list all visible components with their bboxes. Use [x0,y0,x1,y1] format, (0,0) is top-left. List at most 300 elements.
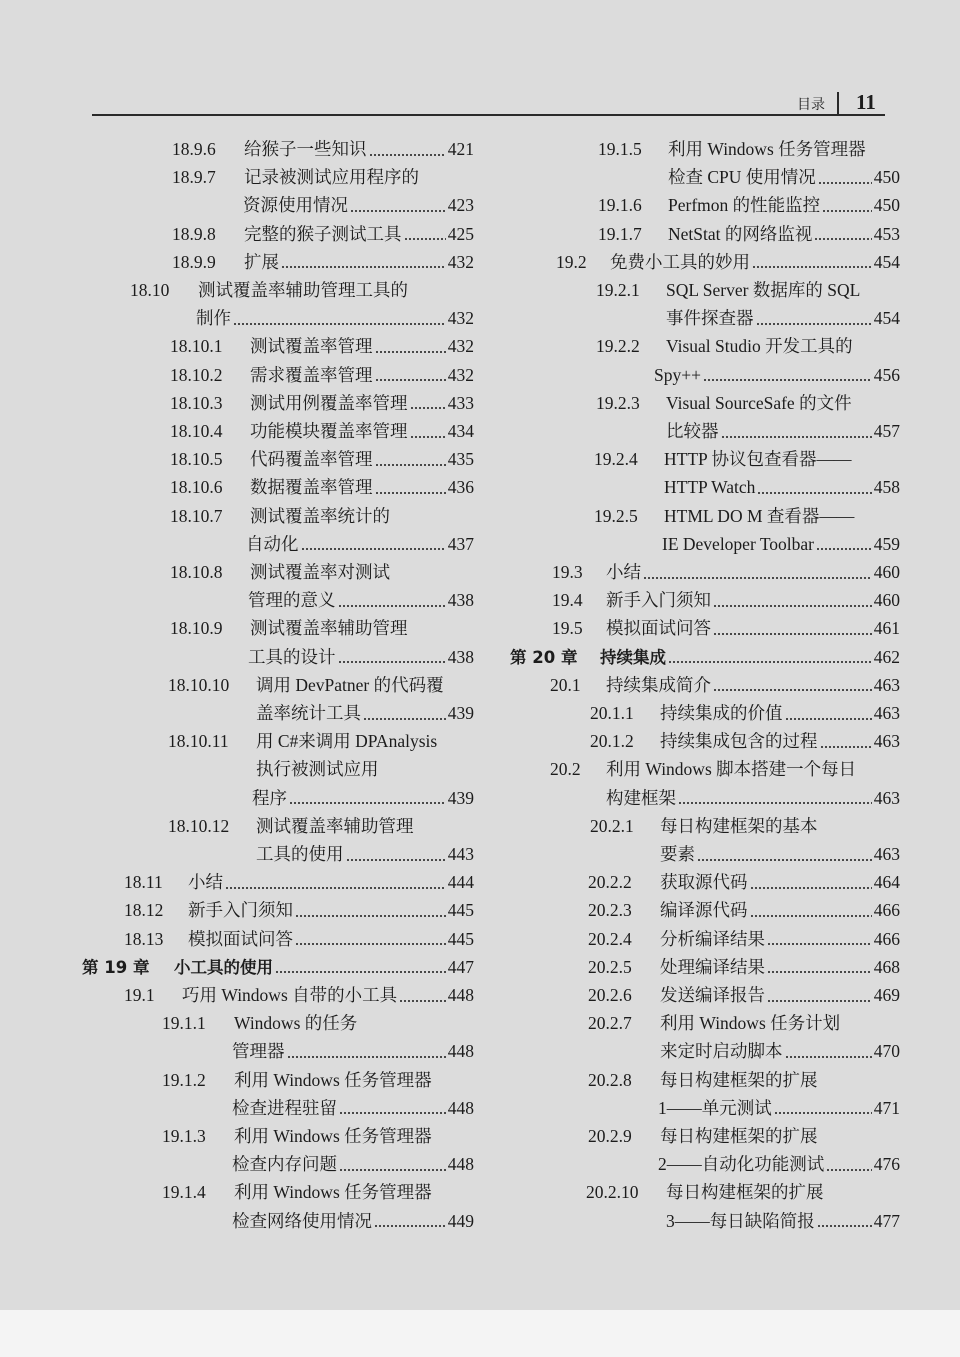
dot-leader [817,1225,872,1227]
dot-leader [346,859,446,861]
toc-section-number: 19.2.3 [596,392,640,413]
toc-section-number: 19.5 [552,618,583,639]
toc-section-title: 利用 Windows 任务计划 [660,1013,841,1034]
toc-page-number: 443 [447,844,474,864]
header-divider [837,92,839,114]
dot-leader [363,718,446,720]
toc-entry [664,474,900,501]
toc-entry [162,1010,474,1037]
toc-section-title: 小工具的使用 [174,957,273,977]
dot-leader [338,605,446,607]
dot-leader [767,943,872,945]
dot-leader [774,1112,872,1114]
toc-section-title: 利用 Windows 任务管理器 [234,1182,432,1203]
toc-entry [550,756,900,783]
toc-section-title: 利用 Windows 任务管理器 [668,139,866,159]
toc-page-number: 432 [447,336,474,357]
toc-entry [588,926,900,953]
toc-section-title: 检查 CPU 使用情况 [668,167,816,188]
toc-section-number: 20.1.2 [590,731,634,752]
toc-section-number: 19.1.2 [162,1069,206,1090]
toc-section-number: 18.9.6 [172,139,216,159]
toc-entry [170,362,474,389]
toc-page-number: 470 [873,1041,900,1062]
toc-entry [666,305,900,332]
dot-leader [756,323,872,325]
toc-section-title: 程序 [252,787,287,808]
toc-section-title: HTTP 协议包查看器—— [664,449,852,470]
toc-section-number: 20.1.1 [590,703,634,723]
dot-leader [369,154,446,156]
toc-entry [658,1095,900,1122]
dot-leader [818,182,872,184]
toc-section-title: 要素 [660,844,695,864]
dot-leader [275,971,446,973]
toc-section-title: 用 C#来调用 DPAnalysis [256,731,438,752]
toc-section-title: 资源使用情况 [243,195,348,216]
toc-section-title: 功能模块覆盖率管理 [250,421,408,441]
toc-page-number: 471 [873,1097,900,1118]
toc-page-number: 458 [873,477,900,498]
dot-leader [757,492,871,494]
toc-entry [256,841,474,868]
toc-section-number: 19.1.4 [162,1182,206,1203]
toc-section-title: 发送编译报告 [660,985,765,1005]
toc-section-title: 数据覆盖率管理 [250,477,373,498]
dot-leader [785,718,872,720]
toc-section-number: 19.1.7 [598,223,642,244]
toc-section-title: 检查网络使用情况 [232,1210,372,1231]
toc-section-title: 扩展 [244,251,279,272]
toc-section-title: 测试覆盖率辅助管理 [250,618,408,639]
toc-section-number: 20.2.7 [588,1013,632,1034]
toc-section-title: 获取源代码 [660,872,748,893]
toc-section-title: 新手入门须知 [188,900,293,921]
toc-entry [124,897,474,924]
toc-section-title: SQL Server 数据库的 SQL [666,280,861,300]
toc-entry [550,672,900,699]
dot-leader [404,238,446,240]
dot-leader [287,1056,446,1058]
toc-entry [606,785,900,812]
toc-section-title: 2——自动化功能测试 [658,1154,825,1175]
toc-page-number: 453 [873,223,900,244]
toc-entry [552,587,900,614]
toc-entry [596,390,900,417]
toc-entry [248,644,474,671]
toc-chapter-entry [82,954,474,981]
toc-entry [196,305,474,332]
toc-section-title: 处理编译结果 [660,956,765,977]
toc-section-number: 18.10.11 [168,731,229,752]
toc-page-number: 433 [447,392,474,413]
toc-page-number: 444 [447,872,474,893]
page-number: 11 [856,90,876,114]
toc-entry [162,1067,474,1094]
toc-section-number: 20.2.5 [588,956,632,977]
toc-section-number: 20.2.9 [588,1126,632,1146]
dot-leader [375,379,446,381]
toc-section-title: 制作 [196,308,231,329]
dot-leader [295,915,446,917]
dot-leader [643,577,872,579]
toc-entry [658,1151,900,1178]
dot-leader [410,436,446,438]
dot-leader [752,266,872,268]
toc-entry [162,1179,474,1206]
toc-page-number: 436 [447,477,474,498]
toc-section-title: 测试覆盖率统计的 [250,505,390,526]
toc-section-title: IE Developer Toolbar [662,533,815,554]
toc-section-title: 1——单元测试 [658,1097,772,1118]
toc-entry [168,672,474,699]
toc-page-number: 466 [873,928,900,949]
running-head-label: 目录 [797,98,825,113]
toc-section-number: 20.2.8 [588,1069,632,1090]
toc-section-number: 18.10.8 [170,562,223,582]
toc-entry [590,700,900,727]
toc-page-number: 448 [447,985,474,1005]
toc-page-number: 450 [873,195,900,216]
dot-leader [338,661,446,663]
toc-entry [586,1179,900,1206]
toc-entry [232,1208,474,1235]
toc-section-title: Visual Studio 开发工具的 [666,336,853,357]
dot-leader [375,351,446,353]
toc-page-number: 464 [873,872,900,893]
toc-page-number: 432 [447,308,474,329]
dot-leader [225,887,446,889]
toc-section-title: 测试覆盖率对测试 [250,562,390,582]
toc-page-number: 476 [873,1154,900,1175]
toc-section-number: 18.9.8 [172,223,216,244]
toc-section-title: 管理的意义 [248,590,336,611]
toc-entry [594,503,900,530]
toc-page-number: 463 [873,674,900,695]
dot-leader [713,633,872,635]
toc-entry [170,390,474,417]
toc-section-title: 利用 Windows 脚本搭建一个每日 [606,759,857,780]
dot-leader [721,436,872,438]
toc-entry [588,1010,900,1037]
toc-section-title: Perfmon 的性能监控 [668,195,821,216]
dot-leader [668,661,872,663]
toc-entry [598,192,900,219]
toc-entry [170,474,474,501]
toc-section-title: 来定时启动脚本 [660,1041,783,1062]
toc-section-number: 18.9.9 [172,251,216,272]
toc-page-number: 459 [873,533,900,554]
toc-page-number: 463 [873,787,900,808]
toc-page-number: 445 [447,900,474,921]
toc-section-number: 18.11 [124,872,163,893]
toc-section-number: 19.1 [124,985,155,1005]
toc-entry [170,559,474,586]
toc-entry [256,700,474,727]
toc-section-number: 18.9.7 [172,167,216,188]
toc-section-title: 构建框架 [606,787,676,808]
toc-entry [232,1151,474,1178]
toc-page-number: 463 [873,844,900,864]
toc-section-title: 给猴子一些知识 [244,139,367,159]
toc-entry [172,136,474,163]
dot-leader [375,492,446,494]
dot-leader [822,210,872,212]
toc-section-title: 分析编译结果 [660,928,765,949]
dot-leader [295,943,446,945]
toc-entry [556,249,900,276]
dot-leader [785,1056,872,1058]
toc-section-number: 19.1.1 [162,1013,206,1034]
toc-entry [552,615,900,642]
dot-leader [750,915,872,917]
toc-section-title: 持续集成 [600,647,666,667]
dot-leader [750,887,872,889]
toc-section-number: 19.1.6 [598,195,642,216]
toc-section-number: 19.2 [556,251,587,272]
toc-page-number: 432 [447,251,474,272]
toc-section-title: Windows 的任务 [234,1013,358,1034]
toc-section-number: 18.10.9 [170,618,223,639]
toc-entry [170,446,474,473]
dot-leader [289,802,446,804]
toc-section-number: 19.4 [552,590,583,611]
toc-entry [248,587,474,614]
toc-section-title: Spy++ [654,364,701,385]
toc-page-number: 421 [447,139,474,159]
dot-leader [826,1169,872,1171]
toc-section-number: 18.10.1 [170,336,223,357]
toc-section-title: 持续集成简介 [606,674,711,695]
toc-section-title: 代码覆盖率管理 [250,449,373,470]
toc-section-number: 18.10 [130,280,170,300]
toc-section-title: NetStat 的网络监视 [668,223,813,244]
toc-section-title: 新手入门须知 [606,590,711,611]
toc-section-title: 检查进程驻留 [232,1097,337,1118]
dot-leader [697,859,872,861]
toc-section-number: 18.10.3 [170,392,223,413]
toc-section-number: 19.3 [552,562,583,582]
toc-entry [654,362,900,389]
toc-entry [130,277,474,304]
toc-section-title: 测试覆盖率管理 [250,336,373,357]
toc-entry [246,531,474,558]
toc-section-number: 第 19 章 [82,957,150,977]
toc-page-number: 438 [447,646,474,667]
toc-page-number: 461 [873,618,900,639]
toc-entry [590,728,900,755]
toc-page-number: 462 [873,646,900,667]
toc-section-title: 事件探查器 [666,308,754,329]
toc-entry [256,756,474,783]
toc-section-number: 19.2.1 [596,280,640,300]
toc-entry [598,221,900,248]
toc-section-number: 18.10.10 [168,674,230,695]
toc-section-number: 18.10.12 [168,815,230,836]
dot-leader [350,210,446,212]
toc-entry [594,446,900,473]
toc-entry [588,954,900,981]
toc-section-title: 编译源代码 [660,900,748,921]
toc-entry [243,192,474,219]
toc-page-number: 460 [873,590,900,611]
toc-section-title: 记录被测试应用程序的 [244,167,419,188]
dot-leader [399,1000,446,1002]
toc-section-title: Visual SourceSafe 的文件 [666,392,852,413]
toc-section-number: 19.1.3 [162,1126,206,1146]
toc-page-number: 460 [873,562,900,582]
toc-entry [232,1038,474,1065]
toc-page-number: 445 [447,928,474,949]
toc-page-number: 438 [447,590,474,611]
toc-section-title: 比较器 [666,421,719,441]
toc-section-number: 19.2.5 [594,505,638,526]
toc-section-title: 每日构建框架的扩展 [660,1126,818,1146]
dot-leader [301,548,446,550]
toc-page-number: 448 [447,1097,474,1118]
toc-section-title: 每日构建框架的基本 [660,815,818,836]
toc-section-number: 20.2.1 [590,815,634,836]
toc-section-title: HTTP Watch [664,477,756,498]
toc-section-number: 20.2.3 [588,900,632,921]
toc-entry [590,813,900,840]
toc-entry [596,333,900,360]
dot-leader [233,323,446,325]
toc-section-title: 3——每日缺陷简报 [666,1210,815,1231]
toc-entry [588,1067,900,1094]
header-rule [92,114,885,116]
toc-section-number: 20.2.6 [588,985,632,1005]
toc-entry [588,1123,900,1150]
toc-page-number: 456 [873,364,900,385]
toc-entry [252,785,474,812]
toc-section-title: 模拟面试问答 [188,928,293,949]
toc-entry [172,221,474,248]
toc-section-title: 测试覆盖率辅助管理工具的 [198,280,408,300]
toc-section-title: 工具的使用 [256,844,344,864]
toc-page-number: 454 [873,251,900,272]
toc-section-title: 小结 [606,562,641,582]
toc-section-title: 完整的猴子测试工具 [244,223,402,244]
toc-entry [168,813,474,840]
toc-entry [660,841,900,868]
toc-section-number: 第 20 章 [510,647,578,667]
toc-entry [124,869,474,896]
toc-entry [232,1095,474,1122]
dot-leader [703,379,872,381]
toc-page-number: 439 [447,787,474,808]
toc-section-title: 巧用 Windows 自带的小工具 [182,985,398,1005]
toc-page-number: 432 [447,364,474,385]
toc-entry [170,615,474,642]
toc-section-title: 盖率统计工具 [256,703,361,723]
toc-page-number: 448 [447,1154,474,1175]
toc-page-number: 425 [447,223,474,244]
dot-leader [410,407,446,409]
toc-entry [170,503,474,530]
toc-section-title: 工具的设计 [248,646,336,667]
toc-section-number: 20.2.4 [588,928,632,949]
toc-entry [172,249,474,276]
toc-section-number: 19.2.2 [596,336,640,357]
toc-section-title: 免费小工具的妙用 [610,251,750,272]
toc-entry [170,418,474,445]
toc-entry [668,164,900,191]
toc-entry [168,728,474,755]
toc-entry [666,1208,900,1235]
toc-entry [162,1123,474,1150]
toc-section-title: 小结 [188,872,223,893]
toc-page-number: 477 [873,1210,900,1231]
toc-page-number: 434 [447,421,474,441]
toc-page-number: 466 [873,900,900,921]
toc-page-number: 435 [447,449,474,470]
toc-page-number: 463 [873,731,900,752]
toc-section-title: 每日构建框架的扩展 [666,1182,824,1203]
dot-leader [678,802,872,804]
dot-leader [339,1169,446,1171]
toc-page-number: 468 [873,956,900,977]
toc-page-number: 448 [447,1041,474,1062]
toc-page-number: 463 [873,703,900,723]
toc-section-title: 模拟面试问答 [606,618,711,639]
toc-section-title: 持续集成的价值 [660,703,783,723]
toc-section-number: 18.12 [124,900,164,921]
toc-entry [588,982,900,1009]
toc-section-number: 18.13 [124,928,164,949]
dot-leader [767,971,872,973]
toc-section-title: 利用 Windows 任务管理器 [234,1126,432,1146]
toc-chapter-entry [510,644,900,671]
toc-entry [588,897,900,924]
toc-section-number: 18.10.2 [170,364,223,385]
toc-entry [598,136,900,163]
toc-section-number: 19.1.5 [598,139,642,159]
toc-page-number: 450 [873,167,900,188]
toc-section-number: 18.10.5 [170,449,223,470]
toc-section-title: 测试覆盖率辅助管理 [256,815,414,836]
toc-page-number: 449 [447,1210,474,1231]
toc-page-number: 469 [873,985,900,1005]
footer-band [0,1310,960,1357]
toc-entry [596,277,900,304]
dot-leader [713,605,872,607]
toc-section-title: 持续集成包含的过程 [660,731,818,752]
toc-section-number: 20.2.2 [588,872,632,893]
toc-section-title: 调用 DevPatner 的代码覆 [256,674,444,695]
toc-section-title: 测试用例覆盖率管理 [250,392,408,413]
toc-entry [660,1038,900,1065]
toc-entry [662,531,900,558]
toc-section-title: 需求覆盖率管理 [250,364,373,385]
toc-section-number: 20.1 [550,674,581,695]
dot-leader [374,1225,446,1227]
toc-section-number: 20.2.10 [586,1182,639,1203]
toc-entry [170,333,474,360]
toc-entry [124,982,474,1009]
toc-entry [666,418,900,445]
toc-entry [124,926,474,953]
toc-section-number: 18.10.7 [170,505,223,526]
dot-leader [713,689,872,691]
toc-section-title: 利用 Windows 任务管理器 [234,1069,432,1090]
toc-section-number: 18.10.6 [170,477,223,498]
toc-page-number: 439 [447,703,474,723]
toc-entry [172,164,474,191]
toc-section-title: 管理器 [232,1041,285,1062]
toc-section-title: 执行被测试应用 [256,759,379,780]
toc-section-number: 19.2.4 [594,449,638,470]
